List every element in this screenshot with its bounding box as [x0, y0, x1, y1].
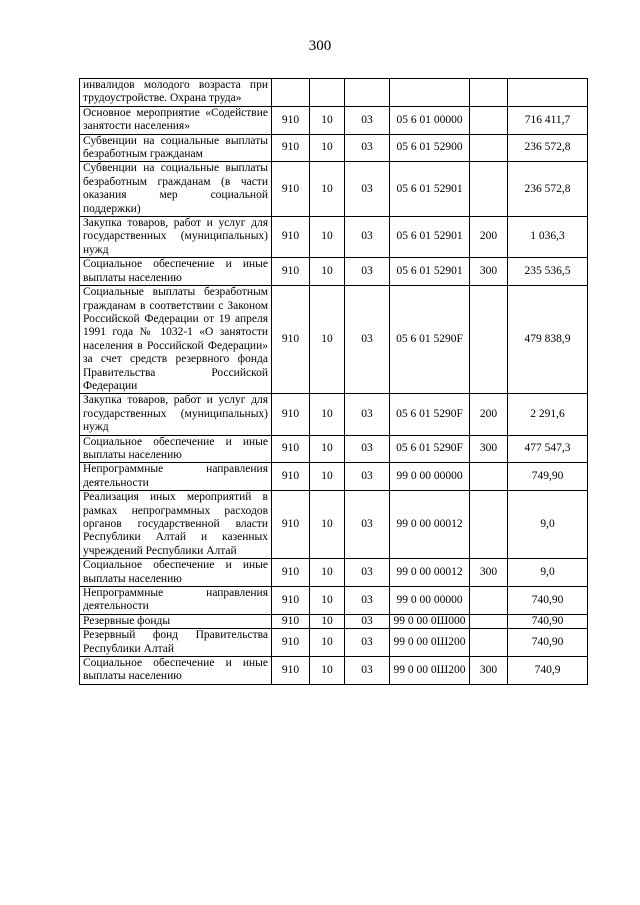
row-section-code: 10	[310, 587, 345, 615]
row-subsection-code: 03	[345, 559, 390, 587]
row-expense-type-code	[470, 79, 508, 107]
table-row	[80, 217, 588, 258]
table-row	[80, 162, 588, 217]
row-expense-type-code: 200	[470, 217, 508, 258]
row-section-code: 10	[310, 217, 345, 258]
row-subsection-code: 03	[345, 217, 390, 258]
row-ved-code: 910	[272, 394, 310, 435]
row-name: Реализация иных мероприятий в рамках непрограммных расходов органов государственной власти Республики Алтай и казенных учреждений Республики Алтай	[80, 491, 272, 559]
row-expense-type-code	[470, 106, 508, 134]
row-expense-type-code: 300	[470, 657, 508, 685]
row-name: Резервные фонды	[80, 614, 272, 628]
row-name: инвалидов молодого возраста при трудоустройстве. Охрана труда»	[80, 79, 272, 107]
row-amount: 9,0	[508, 559, 588, 587]
row-section-code: 10	[310, 463, 345, 491]
row-section-code: 10	[310, 435, 345, 463]
row-name: Субвенции на социальные выплаты безработным гражданам (в части оказания мер социальной поддержки)	[80, 162, 272, 217]
row-name: Основное мероприятие «Содействие занятости населения»	[80, 106, 272, 134]
row-expense-type-code	[470, 286, 508, 394]
row-target-article-code: 99 0 00 00012	[390, 559, 470, 587]
row-expense-type-code: 300	[470, 435, 508, 463]
row-target-article-code: 05 6 01 52901	[390, 217, 470, 258]
row-expense-type-code: 200	[470, 394, 508, 435]
table-row	[80, 614, 588, 628]
row-subsection-code: 03	[345, 657, 390, 685]
row-name: Закупка товаров, работ и услуг для государственных (муниципальных) нужд	[80, 394, 272, 435]
row-ved-code: 910	[272, 587, 310, 615]
row-name: Социальное обеспечение и иные выплаты населению	[80, 657, 272, 685]
row-ved-code	[272, 79, 310, 107]
row-expense-type-code	[470, 162, 508, 217]
row-section-code: 10	[310, 657, 345, 685]
row-subsection-code: 03	[345, 614, 390, 628]
row-subsection-code: 03	[345, 106, 390, 134]
table-row	[80, 106, 588, 134]
row-section-code: 10	[310, 491, 345, 559]
row-subsection-code: 03	[345, 629, 390, 657]
row-amount: 740,90	[508, 614, 588, 628]
table-row	[80, 286, 588, 394]
table-row	[80, 463, 588, 491]
row-ved-code: 910	[272, 258, 310, 286]
row-target-article-code	[390, 79, 470, 107]
row-name: Закупка товаров, работ и услуг для государственных (муниципальных) нужд	[80, 217, 272, 258]
row-section-code: 10	[310, 394, 345, 435]
row-section-code: 10	[310, 286, 345, 394]
row-ved-code: 910	[272, 614, 310, 628]
row-section-code: 10	[310, 614, 345, 628]
row-subsection-code: 03	[345, 463, 390, 491]
row-amount	[508, 79, 588, 107]
row-name: Непрограммные направления деятельности	[80, 587, 272, 615]
table-row	[80, 587, 588, 615]
row-name: Социальные выплаты безработным гражданам в соответствии с Законом Российской Федерации от 19 апреля 1991 года № 1032-1 «О занятости населения в Российской Федерации» за счет средств резервного фонда Правительства Российской Федерации	[80, 286, 272, 394]
row-amount: 477 547,3	[508, 435, 588, 463]
row-subsection-code: 03	[345, 134, 390, 162]
row-subsection-code: 03	[345, 162, 390, 217]
row-amount: 740,90	[508, 629, 588, 657]
row-ved-code: 910	[272, 657, 310, 685]
row-section-code: 10	[310, 162, 345, 217]
row-target-article-code: 05 6 01 52901	[390, 258, 470, 286]
row-section-code: 10	[310, 134, 345, 162]
row-name: Резервный фонд Правительства Республики Алтай	[80, 629, 272, 657]
table-row	[80, 491, 588, 559]
row-section-code: 10	[310, 629, 345, 657]
row-amount: 235 536,5	[508, 258, 588, 286]
row-target-article-code: 99 0 00 00000	[390, 463, 470, 491]
row-amount: 1 036,3	[508, 217, 588, 258]
row-target-article-code: 05 6 01 5290F	[390, 435, 470, 463]
row-name: Непрограммные направления деятельности	[80, 463, 272, 491]
row-amount: 2 291,6	[508, 394, 588, 435]
row-amount: 236 572,8	[508, 134, 588, 162]
row-target-article-code: 99 0 00 0Ш000	[390, 614, 470, 628]
row-section-code: 10	[310, 106, 345, 134]
page-number: 300	[308, 38, 332, 54]
row-target-article-code: 05 6 01 00000	[390, 106, 470, 134]
row-target-article-code: 05 6 01 52900	[390, 134, 470, 162]
row-expense-type-code	[470, 614, 508, 628]
row-expense-type-code	[470, 463, 508, 491]
row-ved-code: 910	[272, 217, 310, 258]
row-expense-type-code	[470, 587, 508, 615]
row-name: Социальное обеспечение и иные выплаты населению	[80, 435, 272, 463]
row-target-article-code: 05 6 01 5290F	[390, 394, 470, 435]
row-amount: 716 411,7	[508, 106, 588, 134]
row-expense-type-code	[470, 629, 508, 657]
row-name: Субвенции на социальные выплаты безработным гражданам	[80, 134, 272, 162]
row-ved-code: 910	[272, 559, 310, 587]
table-row	[80, 629, 588, 657]
row-target-article-code: 99 0 00 0Ш200	[390, 657, 470, 685]
table-row	[80, 134, 588, 162]
row-section-code	[310, 79, 345, 107]
row-name: Социальное обеспечение и иные выплаты населению	[80, 559, 272, 587]
row-subsection-code: 03	[345, 491, 390, 559]
row-ved-code: 910	[272, 491, 310, 559]
budget-table	[79, 78, 588, 685]
row-ved-code: 910	[272, 435, 310, 463]
row-expense-type-code: 300	[470, 258, 508, 286]
table-row	[80, 258, 588, 286]
table-row	[80, 79, 588, 107]
row-target-article-code: 99 0 00 00000	[390, 587, 470, 615]
row-name: Социальное обеспечение и иные выплаты населению	[80, 258, 272, 286]
row-section-code: 10	[310, 258, 345, 286]
row-subsection-code: 03	[345, 587, 390, 615]
row-amount: 479 838,9	[508, 286, 588, 394]
row-section-code: 10	[310, 559, 345, 587]
row-ved-code: 910	[272, 286, 310, 394]
row-expense-type-code: 300	[470, 559, 508, 587]
row-ved-code: 910	[272, 162, 310, 217]
table-row	[80, 559, 588, 587]
row-target-article-code: 05 6 01 52901	[390, 162, 470, 217]
row-subsection-code: 03	[345, 286, 390, 394]
row-amount: 749,90	[508, 463, 588, 491]
row-amount: 740,9	[508, 657, 588, 685]
row-target-article-code: 05 6 01 5290F	[390, 286, 470, 394]
row-ved-code: 910	[272, 629, 310, 657]
row-ved-code: 910	[272, 134, 310, 162]
row-subsection-code: 03	[345, 435, 390, 463]
row-subsection-code: 03	[345, 258, 390, 286]
row-ved-code: 910	[272, 106, 310, 134]
row-expense-type-code	[470, 134, 508, 162]
table-row	[80, 435, 588, 463]
row-subsection-code: 03	[345, 394, 390, 435]
row-ved-code: 910	[272, 463, 310, 491]
table-row	[80, 657, 588, 685]
table-row	[80, 394, 588, 435]
row-target-article-code: 99 0 00 0Ш200	[390, 629, 470, 657]
row-subsection-code	[345, 79, 390, 107]
row-amount: 9,0	[508, 491, 588, 559]
row-amount: 236 572,8	[508, 162, 588, 217]
row-target-article-code: 99 0 00 00012	[390, 491, 470, 559]
row-expense-type-code	[470, 491, 508, 559]
row-amount: 740,90	[508, 587, 588, 615]
